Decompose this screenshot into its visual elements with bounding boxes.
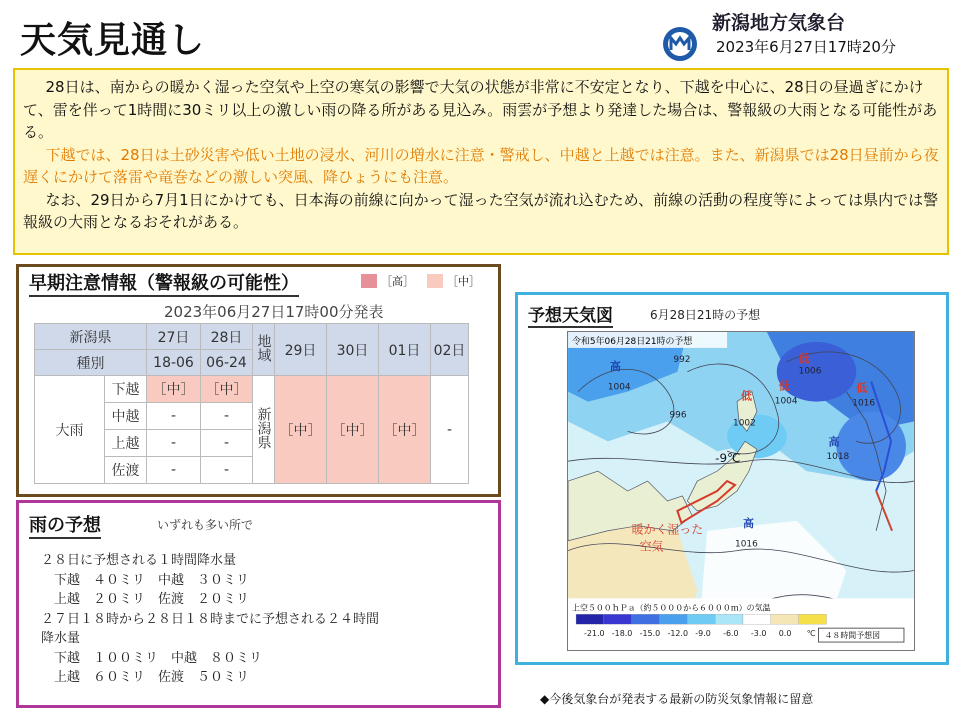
weather-map-title: 予想天気図	[528, 301, 613, 328]
header-day-28: 28日	[201, 324, 253, 350]
rain-line-4: ２７日１８時から２８日１８時までに予想される２４時間	[41, 611, 380, 627]
scale-swatch	[604, 614, 632, 624]
early-warning-issued: 2023年06月27日17時00分発表	[164, 303, 384, 321]
cell-kaetsu-27: ［中］	[147, 376, 201, 403]
scale-value-label: -21.0	[583, 629, 605, 639]
cell-later-30: ［中］	[327, 376, 379, 484]
scale-swatch	[799, 614, 827, 624]
region-joetsu: 上越	[105, 430, 147, 457]
pressure-1004b: 1004	[774, 396, 798, 407]
page-title: 天気見通し	[20, 20, 206, 61]
scale-value-label: 0.0	[778, 629, 792, 639]
summary-paragraph-1: 28日は、南からの暖かく湿った空気や上空の寒気の影響で大気の状態が非常に不安定となり、下越を中心に、28日の昼過ぎにかけて、雷を伴って1時間に30ミリ以上の激しい雨の降る所がある見込み。雨雲が予想より発達した場合は、警報級の大雨となる可能性がある。	[23, 78, 938, 141]
scale-swatch	[632, 614, 660, 624]
pressure-1004a: 1004	[607, 382, 631, 393]
early-warning-panel	[16, 264, 501, 497]
cell-joetsu-28: -	[201, 430, 253, 457]
cell-later-29: ［中］	[275, 376, 327, 484]
header-day-02: 02日	[431, 324, 469, 376]
weather-map-subtitle: 6月28日21時の予想	[650, 308, 761, 322]
scale-value-label: -3.0	[750, 629, 767, 639]
low-label-4: 低	[856, 381, 868, 395]
early-warning-table	[34, 323, 469, 484]
cold-core-se	[836, 412, 906, 482]
pressure-1018: 1018	[826, 452, 850, 463]
header-day-27: 27日	[147, 324, 201, 350]
region-kaetsu: 下越	[105, 376, 147, 403]
legend-high-swatch	[361, 274, 377, 288]
scale-swatch	[576, 614, 604, 624]
rain-forecast-note: いずれも多い所で	[157, 518, 254, 532]
pressure-1002: 1002	[733, 418, 756, 429]
scale-value-label: -15.0	[639, 629, 661, 639]
low-label-2: 低	[798, 351, 810, 365]
header-day-29: 29日	[275, 324, 327, 376]
header-day-30: 30日	[327, 324, 379, 376]
element-heavy-rain: 大雨	[35, 376, 105, 484]
rain-forecast-body	[41, 551, 379, 688]
cell-chuetsu-28: -	[201, 403, 253, 430]
scale-value-label: -12.0	[667, 629, 689, 639]
color-scale-labels	[584, 629, 816, 638]
high-label-2: 高	[828, 435, 840, 449]
scale-value-label: -18.0	[611, 629, 633, 639]
forecast-tag: ４８時間予想図	[824, 631, 881, 641]
jma-logo-icon	[662, 26, 698, 62]
region-sado: 佐渡	[105, 457, 147, 484]
scale-swatch	[743, 614, 771, 624]
scale-title: 上空５００ｈＰａ（約５０００から６０００ｍ）の気温	[572, 603, 771, 613]
scale-value-label: -6.0	[723, 629, 739, 639]
legend-high-label: ［高］	[381, 275, 414, 288]
header-day-01: 01日	[379, 324, 431, 376]
header-time-1: 18-06	[147, 350, 201, 376]
pressure-996: 996	[669, 410, 687, 421]
cell-joetsu-27: -	[147, 430, 201, 457]
summary-paragraph-3: なお、29日から7月1日にかけても、日本海の前線に向かって湿った空気が流れ込むため、前線の活動の程度等によっては県内では警報級の大雨となるおそれがある。	[23, 190, 939, 231]
rain-line-6: 下越 １００ミリ 中越 ８０ミリ	[41, 650, 263, 666]
early-warning-title: 早期注意情報（警報級の可能性）	[29, 269, 299, 297]
rain-line-7: 上越 ６０ミリ 佐渡 ５０ミリ	[41, 670, 250, 685]
summary-box	[13, 68, 949, 255]
legend-mid-label: ［中］	[447, 275, 480, 288]
pressure-1006: 1006	[798, 366, 822, 377]
region-niigata-label: 新潟県	[255, 406, 272, 449]
summary-paragraph-2: 下越では、28日は土砂災害や低い土地の浸水、河川の増水に注意・警戒し、中越と上越では注意。また、新潟県では28日昼前から夜遅くにかけて落雷や竜巻などの激しい突風、降ひょうにも注意。	[23, 145, 939, 186]
high-label-3: 高	[742, 516, 754, 530]
issued-datetime: 2023年6月27日17時20分	[716, 38, 896, 56]
cell-sado-28: -	[201, 457, 253, 484]
rain-line-5: 降水量	[41, 631, 81, 646]
pressure-992: 992	[673, 354, 691, 365]
air-label: 空気	[639, 539, 664, 554]
legend-mid-swatch	[427, 274, 443, 288]
warm-moist-label: 暖かく湿った	[631, 522, 704, 537]
rain-line-3: 上越 ２０ミリ 佐渡 ２０ミリ	[41, 592, 250, 607]
cell-later-01: ［中］	[379, 376, 431, 484]
legend-high	[361, 273, 414, 289]
low-label-3: 低	[778, 379, 790, 393]
header-area-label: 地域	[255, 333, 272, 362]
scale-swatch	[687, 614, 715, 624]
rain-line-2: 下越 ４０ミリ 中越 ３０ミリ	[41, 572, 250, 588]
header-pref: 新潟県	[35, 324, 147, 350]
cell-chuetsu-27: -	[147, 403, 201, 430]
header-area	[253, 324, 275, 376]
scale-swatch	[771, 614, 799, 624]
header-time-2: 06-24	[201, 350, 253, 376]
cell-kaetsu-28: ［中］	[201, 376, 253, 403]
color-scale	[576, 614, 826, 624]
pressure-1016a: 1016	[852, 398, 876, 409]
rain-forecast-panel	[16, 500, 501, 708]
cell-sado-27: -	[147, 457, 201, 484]
region-chuetsu: 中越	[105, 403, 147, 430]
low-label-1: 低	[741, 389, 752, 403]
weather-map-panel	[515, 292, 949, 665]
rain-forecast-title: 雨の予想	[29, 511, 101, 539]
scale-swatch	[715, 614, 743, 624]
map-label: 令和5年06月28日21時の予想	[572, 336, 693, 347]
cell-later-02: -	[431, 376, 469, 484]
header-kind: 種別	[35, 350, 147, 376]
high-label-1: 高	[609, 359, 621, 373]
rain-line-1: ２８日に予想される１時間降水量	[41, 553, 237, 568]
legend-mid	[427, 273, 480, 289]
scale-value-label: -9.0	[695, 629, 711, 639]
region-niigata	[253, 376, 275, 484]
organization-name: 新潟地方気象台	[712, 12, 846, 34]
pressure-1016b: 1016	[735, 539, 758, 550]
cold-air-temp: -9℃	[715, 451, 741, 466]
weather-map-image	[567, 331, 915, 651]
footer-note: ◆今後気象台が発表する最新の防災気象情報に留意	[540, 692, 814, 706]
scale-swatch	[660, 614, 688, 624]
scale-value-label: ℃	[806, 629, 816, 639]
